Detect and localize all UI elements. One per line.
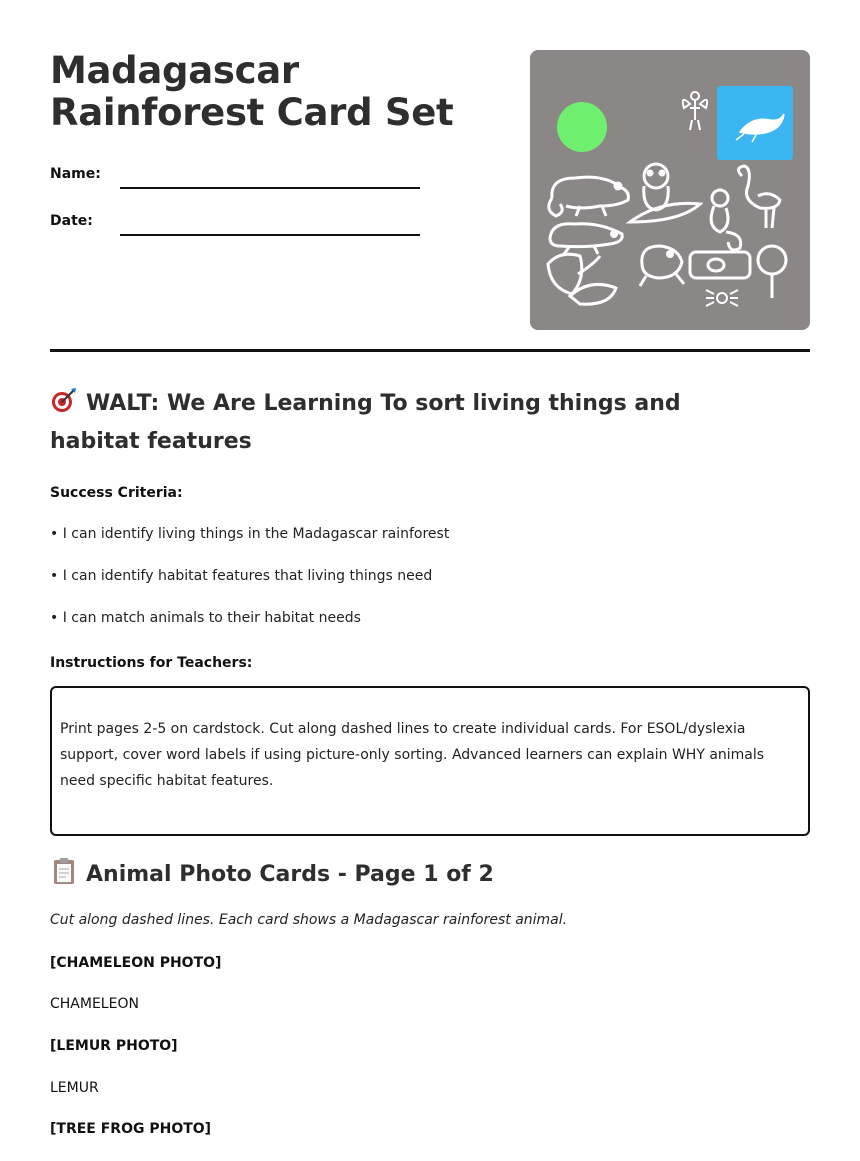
page-title: Madagascar Rainforest Card Set bbox=[50, 49, 454, 134]
divider bbox=[50, 349, 810, 352]
card-label: LEMUR bbox=[50, 1080, 99, 1096]
fairy-icon bbox=[683, 92, 707, 130]
green-circle bbox=[557, 102, 607, 152]
photo-placeholder: [TREE FROG PHOTO] bbox=[50, 1121, 212, 1137]
spider-icon bbox=[706, 290, 738, 306]
chameleon-icon bbox=[549, 177, 629, 216]
name-field[interactable] bbox=[120, 187, 420, 189]
target-icon bbox=[50, 386, 78, 414]
card-label: CHAMELEON bbox=[50, 996, 139, 1012]
frog-icon bbox=[640, 246, 684, 286]
name-label: Name: bbox=[50, 166, 101, 182]
instructions-box bbox=[50, 686, 810, 836]
date-field[interactable] bbox=[120, 234, 420, 236]
photo-placeholder: [LEMUR PHOTO] bbox=[50, 1038, 178, 1054]
leaf-icon bbox=[548, 254, 616, 304]
log-icon bbox=[690, 252, 750, 278]
success-criteria-label: Success Criteria: bbox=[50, 485, 183, 501]
success-criterion: • I can identify habitat features that living things need bbox=[50, 568, 433, 584]
instructions-label: Instructions for Teachers: bbox=[50, 655, 253, 671]
clipboard-icon bbox=[50, 857, 78, 885]
tree-frog-icon bbox=[630, 164, 700, 222]
lemur-icon bbox=[711, 190, 741, 250]
walt-text: WALT: We Are Learning To sort living things and habitat features bbox=[50, 391, 681, 454]
success-criterion: • I can identify living things in the Madagascar rainforest bbox=[50, 526, 450, 542]
flamingo-icon bbox=[738, 166, 780, 228]
date-label: Date: bbox=[50, 213, 93, 229]
gecko-icon bbox=[550, 224, 622, 254]
tree-icon bbox=[758, 246, 786, 298]
photo-placeholder: [CHAMELEON PHOTO] bbox=[50, 955, 222, 971]
walt-heading bbox=[50, 385, 770, 461]
instructions-text: Print pages 2-5 on cardstock. Cut along dashed lines to create individual cards. For ESOL/dyslexia support, cover word labels if using picture-only sorting. Advanced learners can explain WHY animals need specific habitat features. bbox=[60, 721, 765, 789]
cover-illustration bbox=[530, 50, 810, 330]
cards-note: Cut along dashed lines. Each card shows a Madagascar rainforest animal. bbox=[50, 912, 568, 928]
success-criterion: • I can match animals to their habitat needs bbox=[50, 610, 361, 626]
cards-heading bbox=[50, 856, 494, 894]
cards-heading-text: Animal Photo Cards - Page 1 of 2 bbox=[86, 862, 494, 887]
